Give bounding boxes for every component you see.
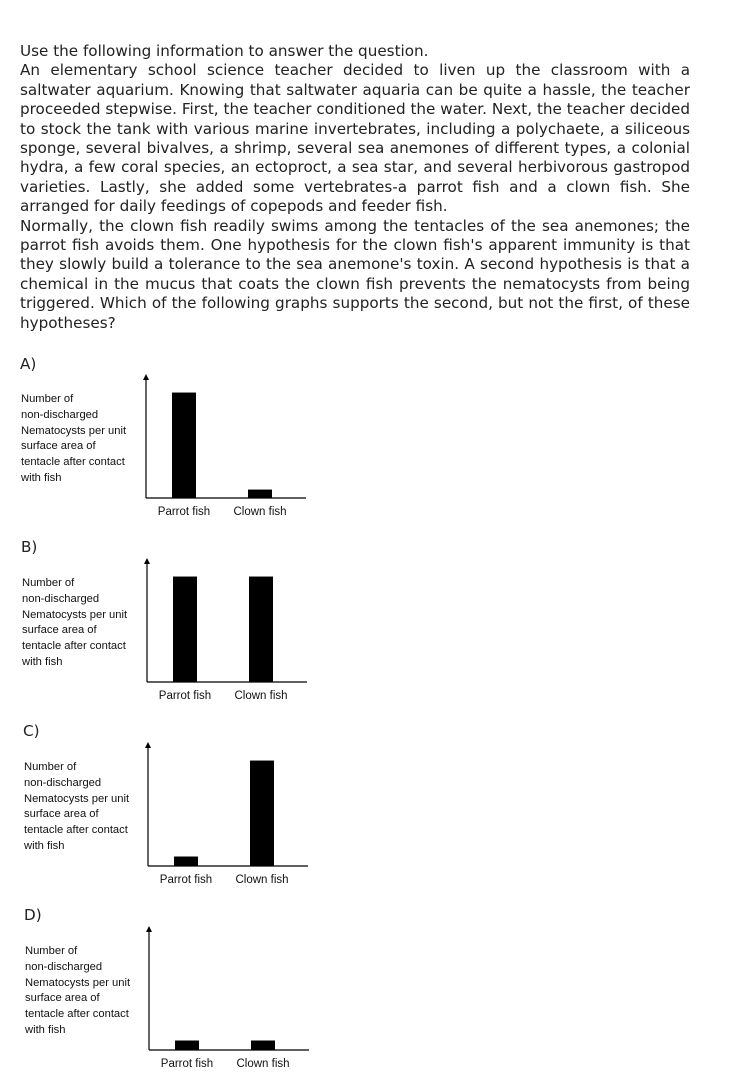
option-d-chart	[143, 922, 313, 1074]
option-d-bar-parrot-fish	[175, 1041, 199, 1050]
option-b-chart	[141, 554, 311, 706]
option-c-bar-parrot-fish	[174, 857, 198, 866]
option-b-bar-parrot-fish	[173, 577, 197, 682]
option-c-chart	[142, 738, 312, 890]
option-a-label[interactable]: A)	[20, 355, 37, 373]
option-a-bar-parrot-fish	[172, 393, 196, 498]
question-intro: Use the following information to answer the question.	[20, 42, 429, 60]
option-d-x-label-parrot-fish: Parrot fish	[160, 1058, 214, 1070]
option-d-label[interactable]: D)	[24, 906, 42, 924]
option-b-bar-clown-fish	[249, 577, 273, 682]
option-b-label[interactable]: B)	[21, 538, 38, 556]
option-a-bar-clown-fish	[248, 490, 272, 498]
option-d-x-label-clown-fish: Clown fish	[236, 1058, 290, 1070]
option-d-y-axis-arrow	[146, 926, 152, 932]
option-c-x-label-parrot-fish: Parrot fish	[159, 874, 213, 886]
option-b-y-axis-arrow	[144, 558, 150, 564]
option-d-ylabel: Number of non-discharged Nematocysts per unit surface area of tentacle after contact with fish	[25, 945, 131, 1036]
question-passage-2: Normally, the clown fish readily swims among the tentacles of the sea anemones; the parrot fish avoids them. One hypothesis for the clown fish's apparent immunity is that they slowly build a tolerance to the sea anemone's toxin. A second hypothesis is that a chemical in the mucus that coats the clown fish prevents the nematocysts from being triggered. Which of the following graphs supports the second, but not the first, of these hypotheses?	[20, 216, 690, 332]
question-text	[20, 42, 690, 333]
option-a-chart	[140, 370, 310, 522]
option-a-ylabel: Number of non-discharged Nematocysts per unit surface area of tentacle after contact with fish	[21, 393, 127, 484]
option-c-bar-clown-fish	[250, 761, 274, 866]
question-passage-1: An elementary school science teacher decided to liven up the classroom with a saltwater aquarium. Knowing that saltwater aquaria can be quite a hassle, the teacher proceeded stepwise. First, the teacher conditioned the water. Next, the teacher decided to stock the tank with various marine invertebrates, including a polychaete, a siliceous sponge, several bivalves, a shrimp, several sea anemones of different types, a colonial hydra, a few coral species, an ectoproct, a sea star, and several herbivorous gastropod varieties. Lastly, she added some vertebrates-a parrot fish and a clown fish. She arranged for daily feedings of copepods and feeder fish.	[20, 61, 690, 216]
option-b-x-label-clown-fish: Clown fish	[234, 690, 288, 702]
option-a-x-label-clown-fish: Clown fish	[233, 506, 287, 518]
option-a-x-label-parrot-fish: Parrot fish	[157, 506, 211, 518]
option-d-bar-clown-fish	[251, 1041, 275, 1050]
option-c-label[interactable]: C)	[23, 722, 40, 740]
option-a-y-axis-arrow	[143, 374, 149, 380]
option-c-ylabel: Number of non-discharged Nematocysts per unit surface area of tentacle after contact with fish	[24, 761, 130, 852]
option-b-ylabel: Number of non-discharged Nematocysts per unit surface area of tentacle after contact with fish	[22, 577, 128, 668]
option-c-y-axis-arrow	[145, 742, 151, 748]
option-c-x-label-clown-fish: Clown fish	[235, 874, 289, 886]
option-b-x-label-parrot-fish: Parrot fish	[158, 690, 212, 702]
